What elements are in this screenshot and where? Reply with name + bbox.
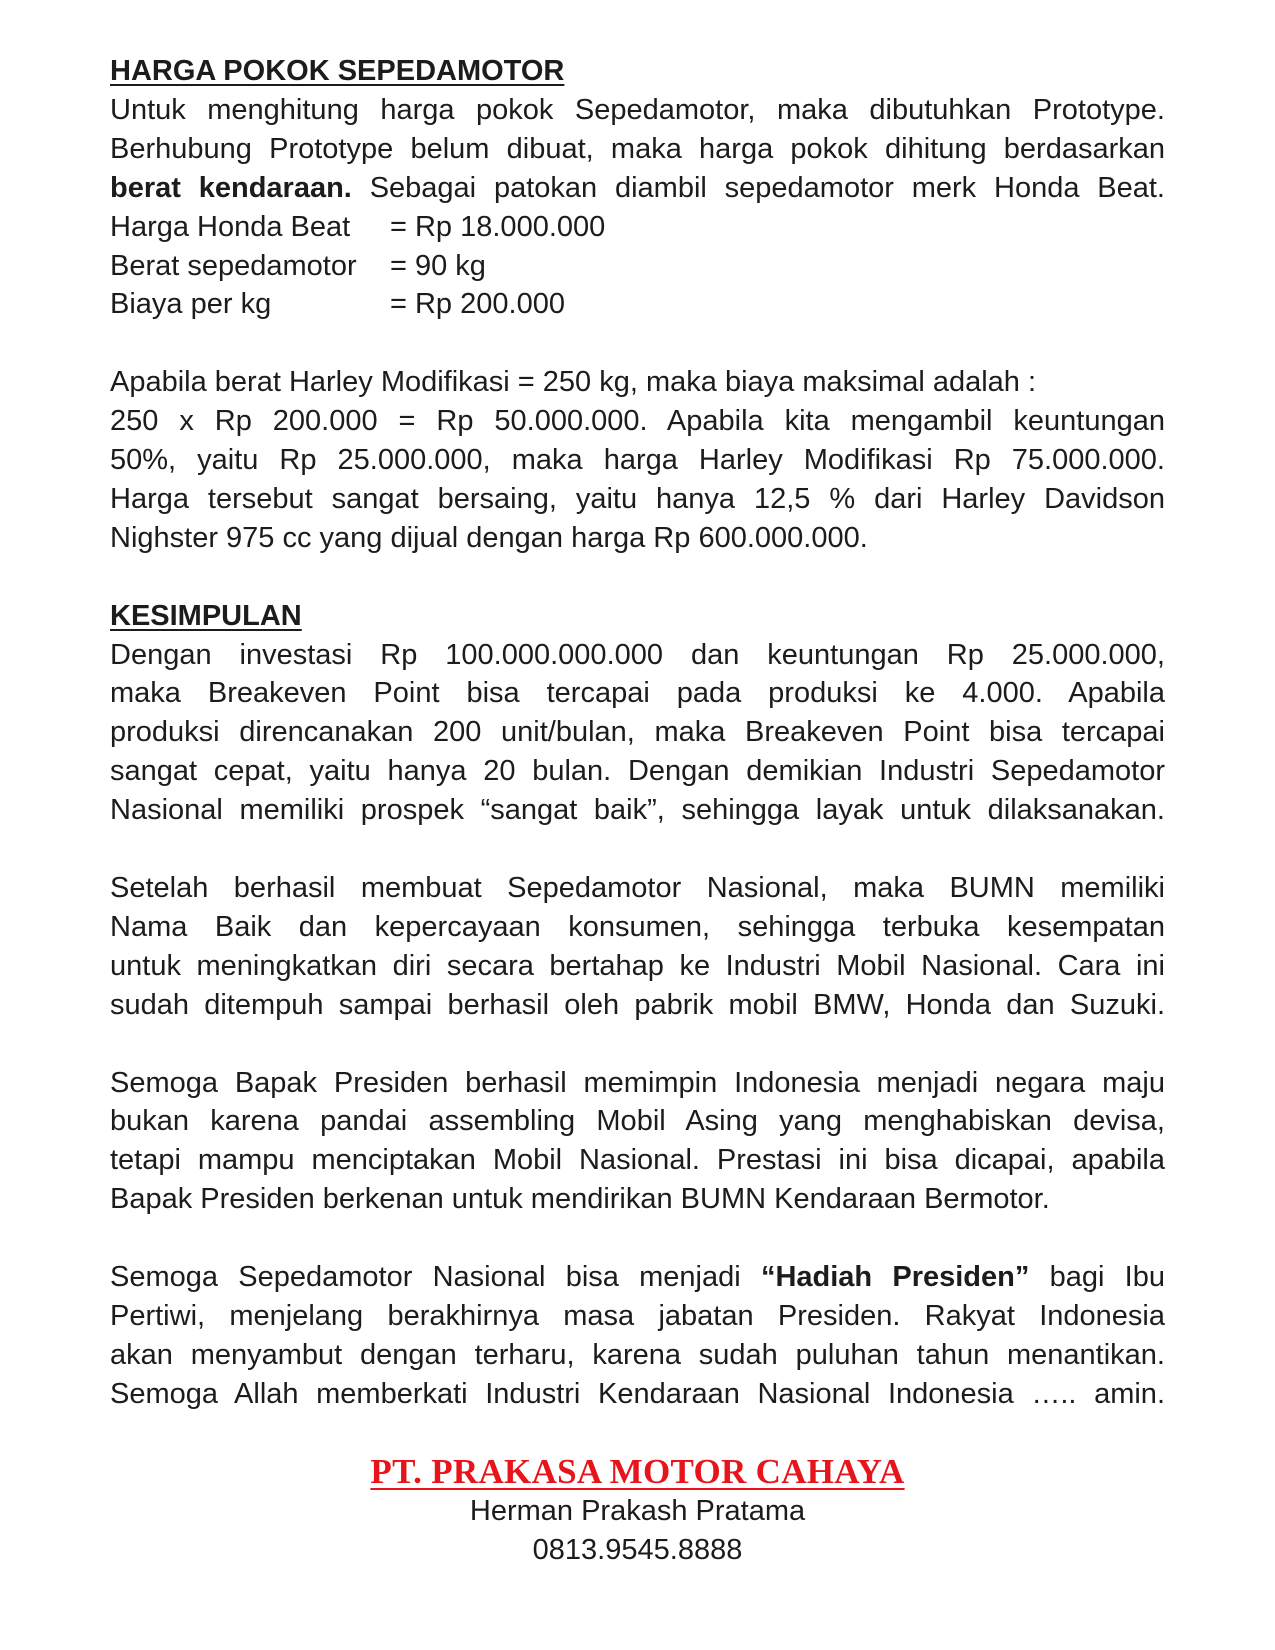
calc-paragraph	[110, 363, 1165, 402]
text-line: Apabila berat Harley Modifikasi = 250 kg, maka biaya maksimal adalah :	[110, 366, 1037, 399]
spec-list	[110, 208, 1165, 325]
spec-row	[110, 285, 1165, 324]
section-heading-kesimpulan: KESIMPULAN	[110, 599, 302, 632]
text-line: Berhubung Prototype belum dibuat, maka harga pokok dihitung berdasarkan	[110, 132, 1165, 165]
company-name: PT. PRAKASA MOTOR CAHAYA	[370, 1452, 905, 1491]
text-line: Nama Baik dan kepercayaan konsumen, sehingga terbuka kesempatan	[110, 910, 1165, 943]
person-name: Herman Prakash Pratama	[469, 1495, 806, 1527]
bold-phrase: “Hadiah Presiden”	[760, 1261, 1030, 1294]
text-line: Nasional memiliki prospek “sangat baik”, sehingga layak untuk dilaksanakan.	[110, 794, 1165, 827]
text-line: Pertiwi, menjelang berakhirnya masa jabatan Presiden. Rakyat Indonesia	[110, 1299, 1165, 1332]
paragraph-3	[110, 1064, 1165, 1220]
text-line: Bapak Presiden berkenan untuk mendirikan BUMN Kendaraan Bermotor.	[110, 1183, 1050, 1216]
text-line: 250 x Rp 200.000 = Rp 50.000.000. Apabila kita mengambil keuntungan	[110, 405, 1165, 438]
spec-value: = Rp 18.000.000	[390, 210, 606, 243]
text-line	[110, 1258, 1165, 1297]
text-line: maka Breakeven Point bisa tercapai pada produksi ke 4.000. Apabila	[110, 677, 1165, 710]
text-line: sudah ditempuh sampai berhasil oleh pabrik mobil BMW, Honda dan Suzuki.	[110, 988, 1165, 1021]
spec-label: Biaya per kg	[110, 288, 272, 321]
paragraph-2	[110, 869, 1165, 1025]
text-line: sangat cepat, yaitu hanya 20 bulan. Dengan demikian Industri Sepedamotor	[110, 755, 1165, 788]
text-line: 50%, yaitu Rp 25.000.000, maka harga Harley Modifikasi Rp 75.000.000.	[110, 444, 1165, 477]
signature-block	[0, 1452, 1275, 1570]
intro-last-line	[110, 169, 1165, 208]
text-line: bukan karena pandai assembling Mobil Asing yang menghabiskan devisa,	[110, 1105, 1165, 1138]
text-line: Semoga Bapak Presiden berhasil memimpin Indonesia menjadi negara maju	[110, 1066, 1165, 1099]
text-line: Semoga Allah memberkati Industri Kendaraan Nasional Indonesia ….. amin.	[110, 1377, 1165, 1410]
text-line: Untuk menghitung harga pokok Sepedamotor, maka dibutuhkan Prototype.	[110, 93, 1165, 126]
spec-label: Berat sepedamotor	[110, 249, 357, 282]
text-line: akan menyambut dengan terharu, karena sudah puluhan tahun menantikan.	[110, 1338, 1165, 1371]
section-heading-harga-pokok: HARGA POKOK SEPEDAMOTOR	[110, 55, 565, 87]
text-line: untuk meningkatkan diri secara bertahap ke Industri Mobil Nasional. Cara ini	[110, 949, 1165, 982]
text-line: produksi direncanakan 200 unit/bulan, maka Breakeven Point bisa tercapai	[110, 716, 1165, 749]
calc-paragraph-body	[110, 402, 1165, 519]
bold-phrase: berat kendaraan.	[110, 171, 352, 204]
document-page	[110, 52, 1165, 1414]
spec-value: = Rp 200.000	[390, 288, 565, 321]
paragraph-4	[110, 1258, 1165, 1414]
text-line: Dengan investasi Rp 100.000.000.000 dan keuntungan Rp 25.000.000,	[110, 638, 1165, 671]
text-span: Semoga Sepedamotor Nasional bisa menjadi	[110, 1261, 761, 1294]
spec-row	[110, 208, 1165, 247]
text-line: Harga tersebut sangat bersaing, yaitu hanya 12,5 % dari Harley Davidson	[110, 482, 1165, 515]
paragraph-1	[110, 636, 1165, 831]
calc-last-line	[110, 519, 1165, 558]
phone-number: 0813.9545.8888	[532, 1534, 743, 1566]
intro-paragraph	[110, 91, 1165, 169]
text-line: Nighster 975 cc yang dijual dengan harga Rp 600.000.000.	[110, 521, 868, 554]
text-span: Sebagai patokan diambil sepedamotor merk Honda Beat.	[351, 171, 1165, 204]
text-line: Setelah berhasil membuat Sepedamotor Nasional, maka BUMN memiliki	[110, 871, 1165, 904]
spec-label: Harga Honda Beat	[110, 210, 351, 243]
text-span: bagi Ibu	[1029, 1261, 1165, 1294]
spec-value: = 90 kg	[390, 249, 486, 282]
text-line: tetapi mampu menciptakan Mobil Nasional. Prestasi ini bisa dicapai, apabila	[110, 1144, 1165, 1177]
spec-row	[110, 247, 1165, 286]
